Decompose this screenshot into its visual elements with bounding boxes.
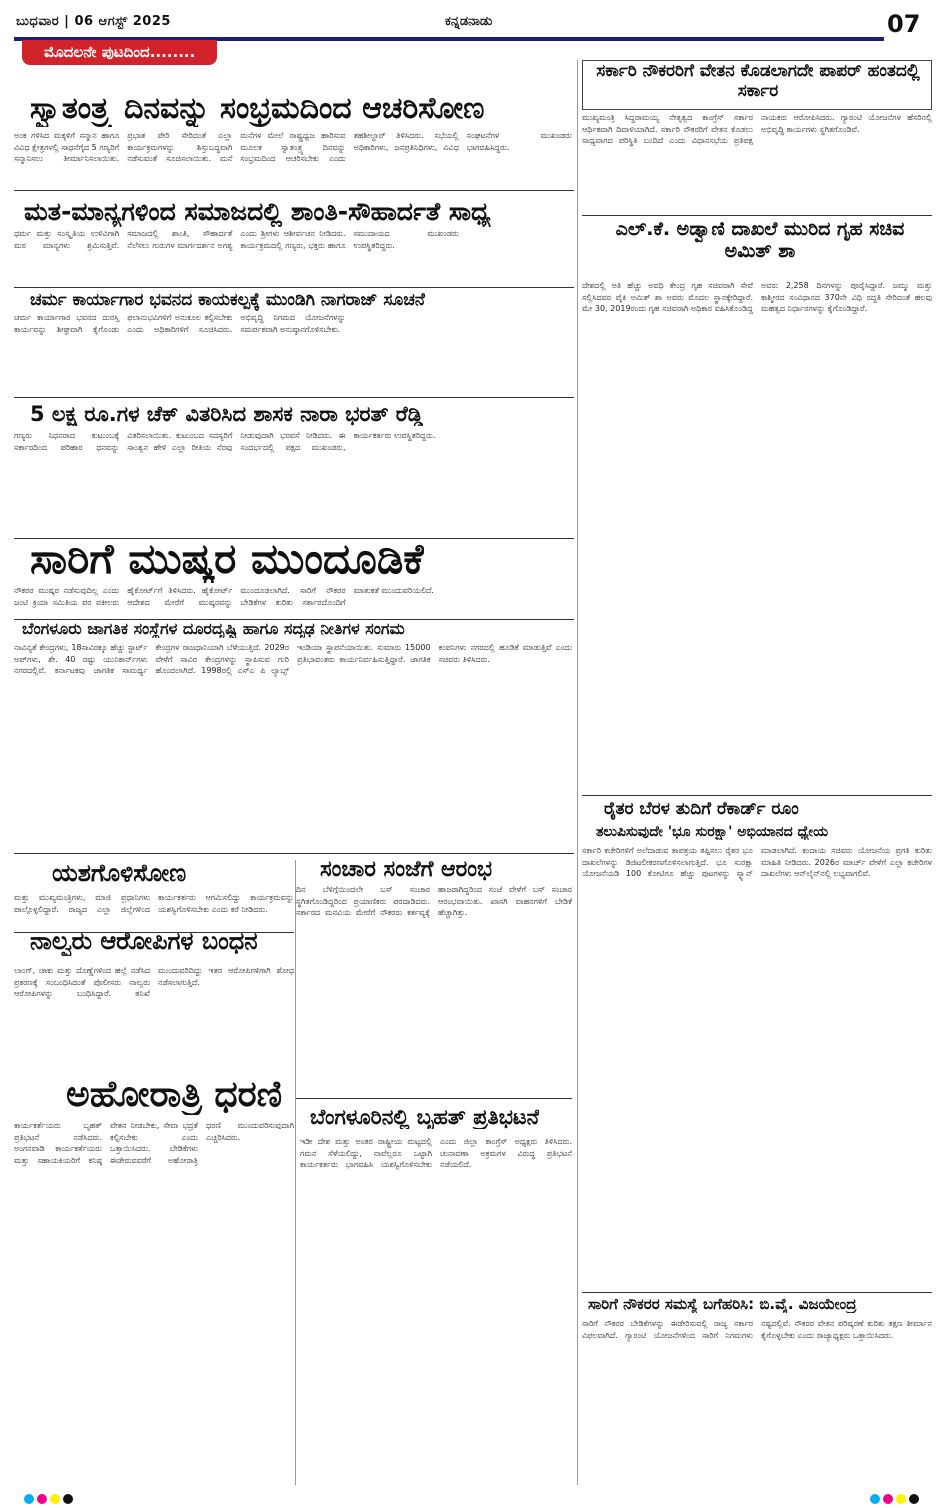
story-body-bengaluru-protest: ಇಡೀ ದೇಶ ಮತ್ತು ಅಂತರ ರಾಷ್ಟ್ರೀಯ ಮಟ್ಟದಲ್ಲಿ ಗಮನ ಸೆಳೆಯಲಿದ್ದು, ನಾವೆಲ್ಲರೂ ಒಟ್ಟಾಗಿ ಕಾರ್ಯಕರ್ತರು ಭಾಗವಹಿಸಿ ಯಶಸ್ವಿಗೊಳಿಸಬೇಕು ಎಂದು ಜಿಲ್ಲಾ ಕಾಂಗ್ರೆಸ್ ಅಧ್ಯಕ್ಷರು ತಿಳಿಸಿದರು. ಚುನಾವಣಾ ಅಕ್ರಮಗಳ ವಿರುದ್ಧ ಪ್ರತಿಭಟನೆ ನಡೆಯಲಿದೆ. (300, 1137, 572, 1169)
cyan-dot (870, 1494, 880, 1504)
headline-farmers-record-room: ರೈತರ ಬೆರಳ ತುದಿಗೆ ರೆಕಾರ್ಡ್ ರೂಂ (604, 800, 799, 819)
headline-transport-strike (30, 535, 424, 583)
headline-leather-workshop: ಚರ್ಮ ಕಾರ್ಯಾಗಾರ ಭವನದ ಕಾಯಕಲ್ಪಕ್ಕೆ ಮುಂಡಿಗಿ ನಾಗರಾಜ್ ಸೂಚನೆ (30, 291, 425, 310)
headline-salary-bankrupt: ಸರ್ಕಾರಿ ನೌಕರರಿಗೆ ವೇತನ ಕೊಡಲಾಗದೇ ಪಾಪರ್ ಹಂತದಲ್ಲಿ ಸರ್ಕಾರ (596, 62, 920, 101)
story-body-make-success: ಮತ್ತು ಮುಖ್ಯಮಂತ್ರಿಗಳು, ಮಾಜಿ ಪ್ರಧಾನಿಗಳು ಪಾಲ್ಗೊಳ್ಳಲಿದ್ದಾರೆ. ರಾಜ್ಯದ ಎಲ್ಲಾ ಜಿಲ್ಲೆಗಳಿಂದ ಕಾರ್ಯಕರ್ತರು ಆಗಮಿಸಲಿದ್ದು ಕಾರ್ಯಕ್ರಮವನ್ನು ಯಶಸ್ವಿಗೊಳಿಸಬೇಕು ಎಂದು ಕರೆ ನೀಡಿದರು. (14, 893, 294, 914)
story-rule (582, 795, 932, 796)
story-body-vijayendra: ಸಾರಿಗೆ ನೌಕರರ ಬೇಡಿಕೆಗಳನ್ನು ಈಡೇರಿಸುವಲ್ಲಿ ರಾಜ್ಯ ಸರ್ಕಾರ ವಿಫಲವಾಗಿದೆ. ಗ್ಯಾರಂಟಿ ಯೋಜನೆಗಳಿಂದ ಸಾರಿಗೆ ನಿಗಮಗಳು ನಷ್ಟದಲ್ಲಿವೆ. ನೌಕರರ ವೇತನ ಪರಿಷ್ಕರಣೆ ಕುರಿತು ತಕ್ಷಣ ತೀರ್ಮಾನ ಕೈಗೊಳ್ಳಬೇಕು ಎಂದು ರಾಜ್ಯಾಧ್ಯಕ್ಷರು ಒತ್ತಾಯಿಸಿದರು. (582, 1319, 932, 1340)
registration-marks-right (870, 1489, 922, 1508)
yellow-dot (896, 1494, 906, 1504)
story-body-traffic-resumes: ದಿನ ಬೆಳಿಗ್ಗೆಯಿಂದಲೇ ಬಸ್ ಸಂಚಾರ ಸ್ಥಗಿತಗೊಂಡಿದ್ದರಿಂದ ಪ್ರಯಾಣಿಕರು ಪರದಾಡಿದರು. ಸರ್ಕಾರದ ಮನವಿಯ ಮೇರೆಗೆ ನೌಕರರು ಕರ್ತವ್ಯಕ್ಕೆ ಹಾಜರಾಗಿದ್ದರಿಂದ ಸಂಜೆ ವೇಳೆಗೆ ಬಸ್ ಸಂಚಾರ ಆರಂಭವಾಯಿತು. ಖಾಸಗಿ ವಾಹನಗಳಿಗೆ ಬೇಡಿಕೆ ಹೆಚ್ಚಾಗಿತ್ತು. (296, 885, 572, 917)
subheadline-bhoo-suraksha: ತಲುಪಿಸುವುದೇ 'ಭೂ ಸುರಕ್ಷಾ' ಅಭಿಯಾನದ ಧ್ಯೇಯ (596, 824, 829, 840)
masthead-title: ಕನ್ನಡನಾಡು (445, 14, 493, 29)
story-body-independence-day: ಅಂಕ ಗಳಿಸಿದ ಮಕ್ಕಳಿಗೆ ಸನ್ಮಾನ ಹಾಗೂ ವಿವಿಧ ಕ್ಷೇತ್ರಗಳಲ್ಲಿ ಸಾಧನೆಗೈದ 5 ಗಣ್ಯರಿಗೆ ಸನ್ಮಾನಿಸಲು ತೀರ್ಮಾನಿಸಲಾಯಿತು. ಪ್ರಭಾತ ಪೇರಿ ಸೇರಿದಂತೆ ಎಲ್ಲಾ ಕಾರ್ಯಕ್ರಮಗಳನ್ನು ಶಿಸ್ತುಬದ್ಧವಾಗಿ ನಡೆಸುವಂತೆ ಸೂಚಿಸಲಾಯಿತು. ಮನೆ ಮನೆಗಳ ಮೇಲೆ ರಾಷ್ಟ್ರಧ್ವಜ ಹಾರಿಸುವ ಮೂಲಕ ಸ್ವಾತಂತ್ರ್ಯ ದಿನವನ್ನು ಸಂಭ್ರಮದಿಂದ ಆಚರಿಸಬೇಕು ಎಂದು ತಹಶೀಲ್ದಾರ್ ತಿಳಿಸಿದರು. ಸಭೆಯಲ್ಲಿ ಅಧಿಕಾರಿಗಳು, ಜನಪ್ರತಿನಿಧಿಗಳು, ವಿವಿಧ ಸಂಘಟನೆಗಳ ಮುಖಂಡರು ಭಾಗವಹಿಸಿದ್ದರು. (14, 131, 572, 163)
magenta-dot (883, 1494, 893, 1504)
story-body-transport-strike: ನೌಕರರ ಮುಷ್ಕರ ನಡೆಸುವುದಿಲ್ಲ ಎಂದು ಜಂಟಿ ಕ್ರಿಯಾ ಸಮಿತಿಯ ಪರ ವಕೀಲರು ಹೈಕೋರ್ಟ್‌ಗೆ ತಿಳಿಸಿದರು. ಹೈಕೋರ್ಟ್ ಆದೇಶದ ಮೇರೆಗೆ ಮುಷ್ಕರವನ್ನು ಮುಂದೂಡಲಾಗಿದೆ. ಸಾರಿಗೆ ನೌಕರರ ಬೇಡಿಕೆಗಳ ಕುರಿತು ಸರ್ಕಾರದೊಂದಿಗೆ ಮಾತುಕತೆ ಮುಂದುವರಿಯಲಿದೆ. (14, 586, 434, 607)
page-number: 07 (887, 10, 921, 38)
issue-date: ಬುಧವಾರ | 06 ಆಗಸ್ಟ್ 2025 (16, 14, 171, 29)
headline-bengaluru-protest: ಬೆಂಗಳೂರಿನಲ್ಲಿ ಬೃಹತ್ ಪ್ರತಿಭಟನೆ (310, 1105, 540, 1129)
headline-peace-harmony: ಮತ-ಮಾನ್ಯಗಳಿಂದ ಸಮಾಜದಲ್ಲಿ ಶಾಂತಿ-ಸೌಹಾರ್ದತೆ ಸಾಧ್ಯ (24, 198, 491, 226)
story-body-cheque-distribution: ಗಣ್ಯರು ನಿಧನರಾದ ಕುಟುಂಬಕ್ಕೆ ಸರ್ಕಾರದಿಂದ ಪರಿಹಾರ ಧನವನ್ನು ವಿತರಿಸಲಾಯಿತು. ಕುಟುಂಬದ ಸದಸ್ಯರಿಗೆ ಸಾಂತ್ವನ ಹೇಳಿ ಎಲ್ಲಾ ರೀತಿಯ ನೆರವು ನೀಡುವುದಾಗಿ ಭರವಸೆ ನೀಡಿದರು. ಈ ಸಂದರ್ಭದಲ್ಲಿ ಪಕ್ಷದ ಮುಖಂಡರು, ಕಾರ್ಯಕರ್ತರು ಉಪಸ್ಥಿತರಿದ್ದರು. (14, 431, 436, 452)
black-dot (63, 1494, 73, 1504)
story-body-amit-shah-record: ದೇಶದಲ್ಲಿ ಅತಿ ಹೆಚ್ಚು ಅವಧಿ ಕೇಂದ್ರ ಗೃಹ ಸಚಿವರಾಗಿ ಸೇವೆ ಸಲ್ಲಿಸಿದವರ ಪೈಕಿ ಅಮಿತ್ ಶಾ ಅವರು ಮೊದಲ ಸ್ಥಾನಕ್ಕೇರಿದ್ದಾರೆ. ಮೇ 30, 2019ರಂದು ಗೃಹ ಸಚಿವರಾಗಿ ಅಧಿಕಾರ ವಹಿಸಿಕೊಂಡಿದ್ದ ಅವರು 2,258 ದಿನಗಳನ್ನು ಪೂರೈಸಿದ್ದಾರೆ. ಜಮ್ಮು ಮತ್ತು ಕಾಶ್ಮೀರದ ಸಂವಿಧಾನದ 370ನೇ ವಿಧಿ ರದ್ದತಿ ಸೇರಿದಂತೆ ಹಲವು ಮಹತ್ವದ ನಿರ್ಧಾರಗಳನ್ನು ಕೈಗೊಂಡಿದ್ದಾರೆ. (582, 281, 932, 313)
headline-four-arrested: ನಾಲ್ವರು ಆರೋಪಿಗಳ ಬಂಧನ (30, 928, 258, 955)
story-body-four-arrested: ಲಾಂಗ್, ಚಾಕು ಮತ್ತು ದೊಣ್ಣೆಗಳಿಂದ ಹಲ್ಲೆ ನಡೆಸಿದ ಪ್ರಕರಣಕ್ಕೆ ಸಂಬಂಧಿಸಿದಂತೆ ಪೊಲೀಸರು ನಾಲ್ವರು ಆರೋಪಿಗಳನ್ನು ಬಂಧಿಸಿದ್ದಾರೆ. ತನಿಖೆ ಮುಂದುವರಿದಿದ್ದು ಇತರ ಆರೋಪಿಗಳಿಗಾಗಿ ಶೋಧ ನಡೆಸಲಾಗುತ್ತಿದೆ. (14, 966, 294, 998)
story-rule (296, 1098, 572, 1099)
headline-cheque-distribution: 5 ಲಕ್ಷ ರೂ.ಗಳ ಚೆಕ್ ವಿತರಿಸಿದ ಶಾಸಕ ನಾರಾ ಭರತ್ ರೆಡ್ಡಿ (30, 402, 424, 426)
story-rule (14, 853, 574, 854)
section-tag: ಮೊದಲನೇ ಪುಟದಿಂದ........ (22, 40, 217, 65)
headline-traffic-resumes: ಸಂಚಾರ ಸಂಜೆಗೆ ಆರಂಭ (320, 857, 492, 882)
magenta-dot (37, 1494, 47, 1504)
story-body-bengaluru-global: ನಾವಿನ್ಯತೆ ಕೇಂದ್ರಗಳು, 18ಸಾವಿರಕ್ಕೂ ಹೆಚ್ಚು ಸ್ಟಾರ್ಟ್ ಅಪ್‌ಗಳು, ಶೇ. 40 ರಷ್ಟು ಯುನಿಕಾರ್ನ್‌ಗಳು ನಗರದಲ್ಲಿವೆ. ಕರ್ನಾಟಕವು ಜಾಗತಿಕ ಸಾಮರ್ಥ್ಯ ಕೇಂದ್ರಗಳ ರಾಜಧಾನಿಯಾಗಿ ಬೆಳೆಯುತ್ತಿದೆ. 2029ರ ವೇಳೆಗೆ ಸಾವಿರ ಕೇಂದ್ರಗಳನ್ನು ಸ್ಥಾಪಿಸುವ ಗುರಿ ಹೊಂದಲಾಗಿದೆ. 1998ರಲ್ಲಿ ಎಸ್ಎ ಪಿ ಲ್ಯಾಬ್ಸ್ ಇಂಡಿಯಾ ಸ್ಥಾಪನೆಯಾಯಿತು. ಸುಮಾರು 15000 ಪ್ರತಿಭಾವಂತರು ಕಾರ್ಯನಿರ್ವಹಿಸುತ್ತಿದ್ದಾರೆ. ಜಾಗತಿಕ ಕಂಪನಿಗಳು ನಗರದಲ್ಲಿ ಹೂಡಿಕೆ ಮಾಡುತ್ತಿವೆ ಎಂದು ಸಚಿವರು ತಿಳಿಸಿದರು. (14, 643, 572, 675)
headline-make-success: ಯಶಗೊಳಿಸೋಣ (52, 860, 187, 887)
story-rule (14, 397, 574, 398)
headline-independence-day: ಸ್ವಾತಂತ್ರ್ಯ ದಿನವನ್ನು ಸಂಭ್ರಮದಿಂದ ಆಚರಿಸೋಣ (30, 92, 485, 126)
story-rule (582, 1292, 932, 1293)
story-body-salary-bankrupt: ಮುಖ್ಯಮಂತ್ರಿ ಸಿದ್ದರಾಮಯ್ಯ ನೇತೃತ್ವದ ಕಾಂಗ್ರೆಸ್ ಸರ್ಕಾರ ಆರ್ಥಿಕವಾಗಿ ದಿವಾಳಿಯಾಗಿದೆ. ಸರ್ಕಾರಿ ನೌಕರರಿಗೆ ವೇತನ ಕೊಡಲು ಸಾಧ್ಯವಾಗದ ಪರಿಸ್ಥಿತಿ ಬಂದಿದೆ ಎಂದು ವಿಧಾನಸಭೆಯ ಪ್ರತಿಪಕ್ಷ ನಾಯಕರು ಆರೋಪಿಸಿದರು. ಗ್ಯಾರಂಟಿ ಯೋಜನೆಗಳ ಹೆಸರಿನಲ್ಲಿ ಅಭಿವೃದ್ಧಿ ಕಾರ್ಯಗಳು ಸ್ಥಗಿತಗೊಂಡಿವೆ. (582, 113, 932, 145)
registration-marks-left (24, 1489, 76, 1508)
black-dot (909, 1494, 919, 1504)
headline-day-night-protest: ಅಹೋರಾತ್ರಿ ಧರಣಿ (66, 1074, 283, 1115)
headline-bengaluru-global: ಬೆಂಗಳೂರು ಜಾಗತಿಕ ಸಂಸ್ಥೆಗಳ ದೂರದೃಷ್ಟಿ ಹಾಗೂ ಸದೃಢ ನೀತಿಗಳ ಸಂಗಮ (22, 620, 405, 638)
page-header (0, 0, 945, 61)
story-rule (14, 190, 574, 191)
story-body-leather-workshop: ಚರ್ಮ ಕಾರ್ಯಾಗಾರ ಭವನದ ದುರಸ್ತಿ ಕಾರ್ಯವನ್ನು ಶೀಘ್ರವಾಗಿ ಕೈಗೊಂಡು ಫಲಾನುಭವಿಗಳಿಗೆ ಅನುಕೂಲ ಕಲ್ಪಿಸಬೇಕು ಎಂದು ಅಧಿಕಾರಿಗಳಿಗೆ ಸೂಚಿಸಿದರು. ಅಭಿವೃದ್ಧಿ ನಿಗಮದ ಯೋಜನೆಗಳನ್ನು ಸಮರ್ಪಕವಾಗಿ ಅನುಷ್ಠಾನಗೊಳಿಸಬೇಕು. (14, 313, 346, 334)
yellow-dot (50, 1494, 60, 1504)
story-body-day-night-protest: ಕಾರ್ಯಕರ್ತೆಯರು ಬೃಹತ್ ಪ್ರತಿಭಟನೆ ನಡೆಸಿದರು. ಅಂಗನವಾಡಿ ಕಾರ್ಯಕರ್ತೆಯರು ಮತ್ತು ಸಹಾಯಕಿಯರಿಗೆ ಕನಿಷ್ಠ ವೇತನ ನೀಡಬೇಕು, ಸೇವಾ ಭದ್ರತೆ ಕಲ್ಪಿಸಬೇಕು ಎಂದು ಒತ್ತಾಯಿಸಿದರು. ಬೇಡಿಕೆಗಳು ಈಡೇರುವವರೆಗೆ ಅಹೋರಾತ್ರಿ ಧರಣಿ ಮುಂದುವರಿಸುವುದಾಗಿ ಎಚ್ಚರಿಸಿದರು. (14, 1121, 294, 1165)
column-separator (295, 860, 296, 1485)
column-separator-main (577, 60, 578, 1485)
headline-transport-strike-text: ಸಾರಿಗೆ ಮುಷ್ಕರ ಮುಂದೂಡಿಕೆ (30, 535, 424, 583)
headline-vijayendra: ಸಾರಿಗೆ ನೌಕರರ ಸಮಸ್ಯೆ ಬಗೆಹರಿಸಿ: ಬಿ.ವೈ. ವಿಜಯೇಂದ್ರ (588, 1296, 857, 1313)
story-rule (14, 287, 574, 288)
story-rule (582, 215, 932, 216)
headline-amit-shah-record: ಎಲ್.ಕೆ. ಅಡ್ವಾಣಿ ದಾಖಲೆ ಮುರಿದ ಗೃಹ ಸಚಿವ ಅಮಿತ್ ಶಾ (615, 219, 905, 262)
story-body-farmers-record-room: ಸರ್ಕಾರಿ ಕಚೇರಿಗಳಿಗೆ ಅಲೆದಾಡುವ ತಾಪತ್ರಯ ತಪ್ಪಿಸಲು ರೈತರ ಭೂ ದಾಖಲೆಗಳನ್ನು ಡಿಜಿಟಲೀಕರಣಗೊಳಿಸಲಾಗುತ್ತಿದೆ. ಭೂ ಸುರಕ್ಷಾ ಯೋಜನೆಯಡಿ 100 ಕೋಟಿಗೂ ಹೆಚ್ಚು ಪುಟಗಳನ್ನು ಸ್ಕ್ಯಾನ್ ಮಾಡಲಾಗಿದೆ. ಕಂದಾಯ ಸಚಿವರು ಯೋಜನೆಯ ಪ್ರಗತಿ ಕುರಿತು ಮಾಹಿತಿ ನೀಡಿದರು. 2026ರ ಮಾರ್ಚ್ ವೇಳೆಗೆ ಎಲ್ಲಾ ಕಚೇರಿಗಳ ದಾಖಲೆಗಳು ಆನ್‌ಲೈನ್‌ನಲ್ಲಿ ಲಭ್ಯವಾಗಲಿವೆ. (582, 846, 932, 878)
cyan-dot (24, 1494, 34, 1504)
story-body-peace-harmony: ಧರ್ಮ ಮತ್ತು ಸಂಸ್ಕೃತಿಯ ಉಳಿವಿಗಾಗಿ ಮಠ ಮಾನ್ಯಗಳು ಶ್ರಮಿಸುತ್ತಿವೆ. ಸಮಾಜದಲ್ಲಿ ಶಾಂತಿ, ಸೌಹಾರ್ದತೆ ನೆಲೆಸಲು ಗುರುಗಳ ಮಾರ್ಗದರ್ಶನ ಅಗತ್ಯ ಎಂದು ಶ್ರೀಗಳು ಆಶೀರ್ವಚನ ನೀಡಿದರು. ಕಾರ್ಯಕ್ರಮದಲ್ಲಿ ಗಣ್ಯರು, ಭಕ್ತರು ಹಾಗೂ ಸಮುದಾಯದ ಮುಖಂಡರು ಉಪಸ್ಥಿತರಿದ್ದರು. (14, 229, 459, 250)
